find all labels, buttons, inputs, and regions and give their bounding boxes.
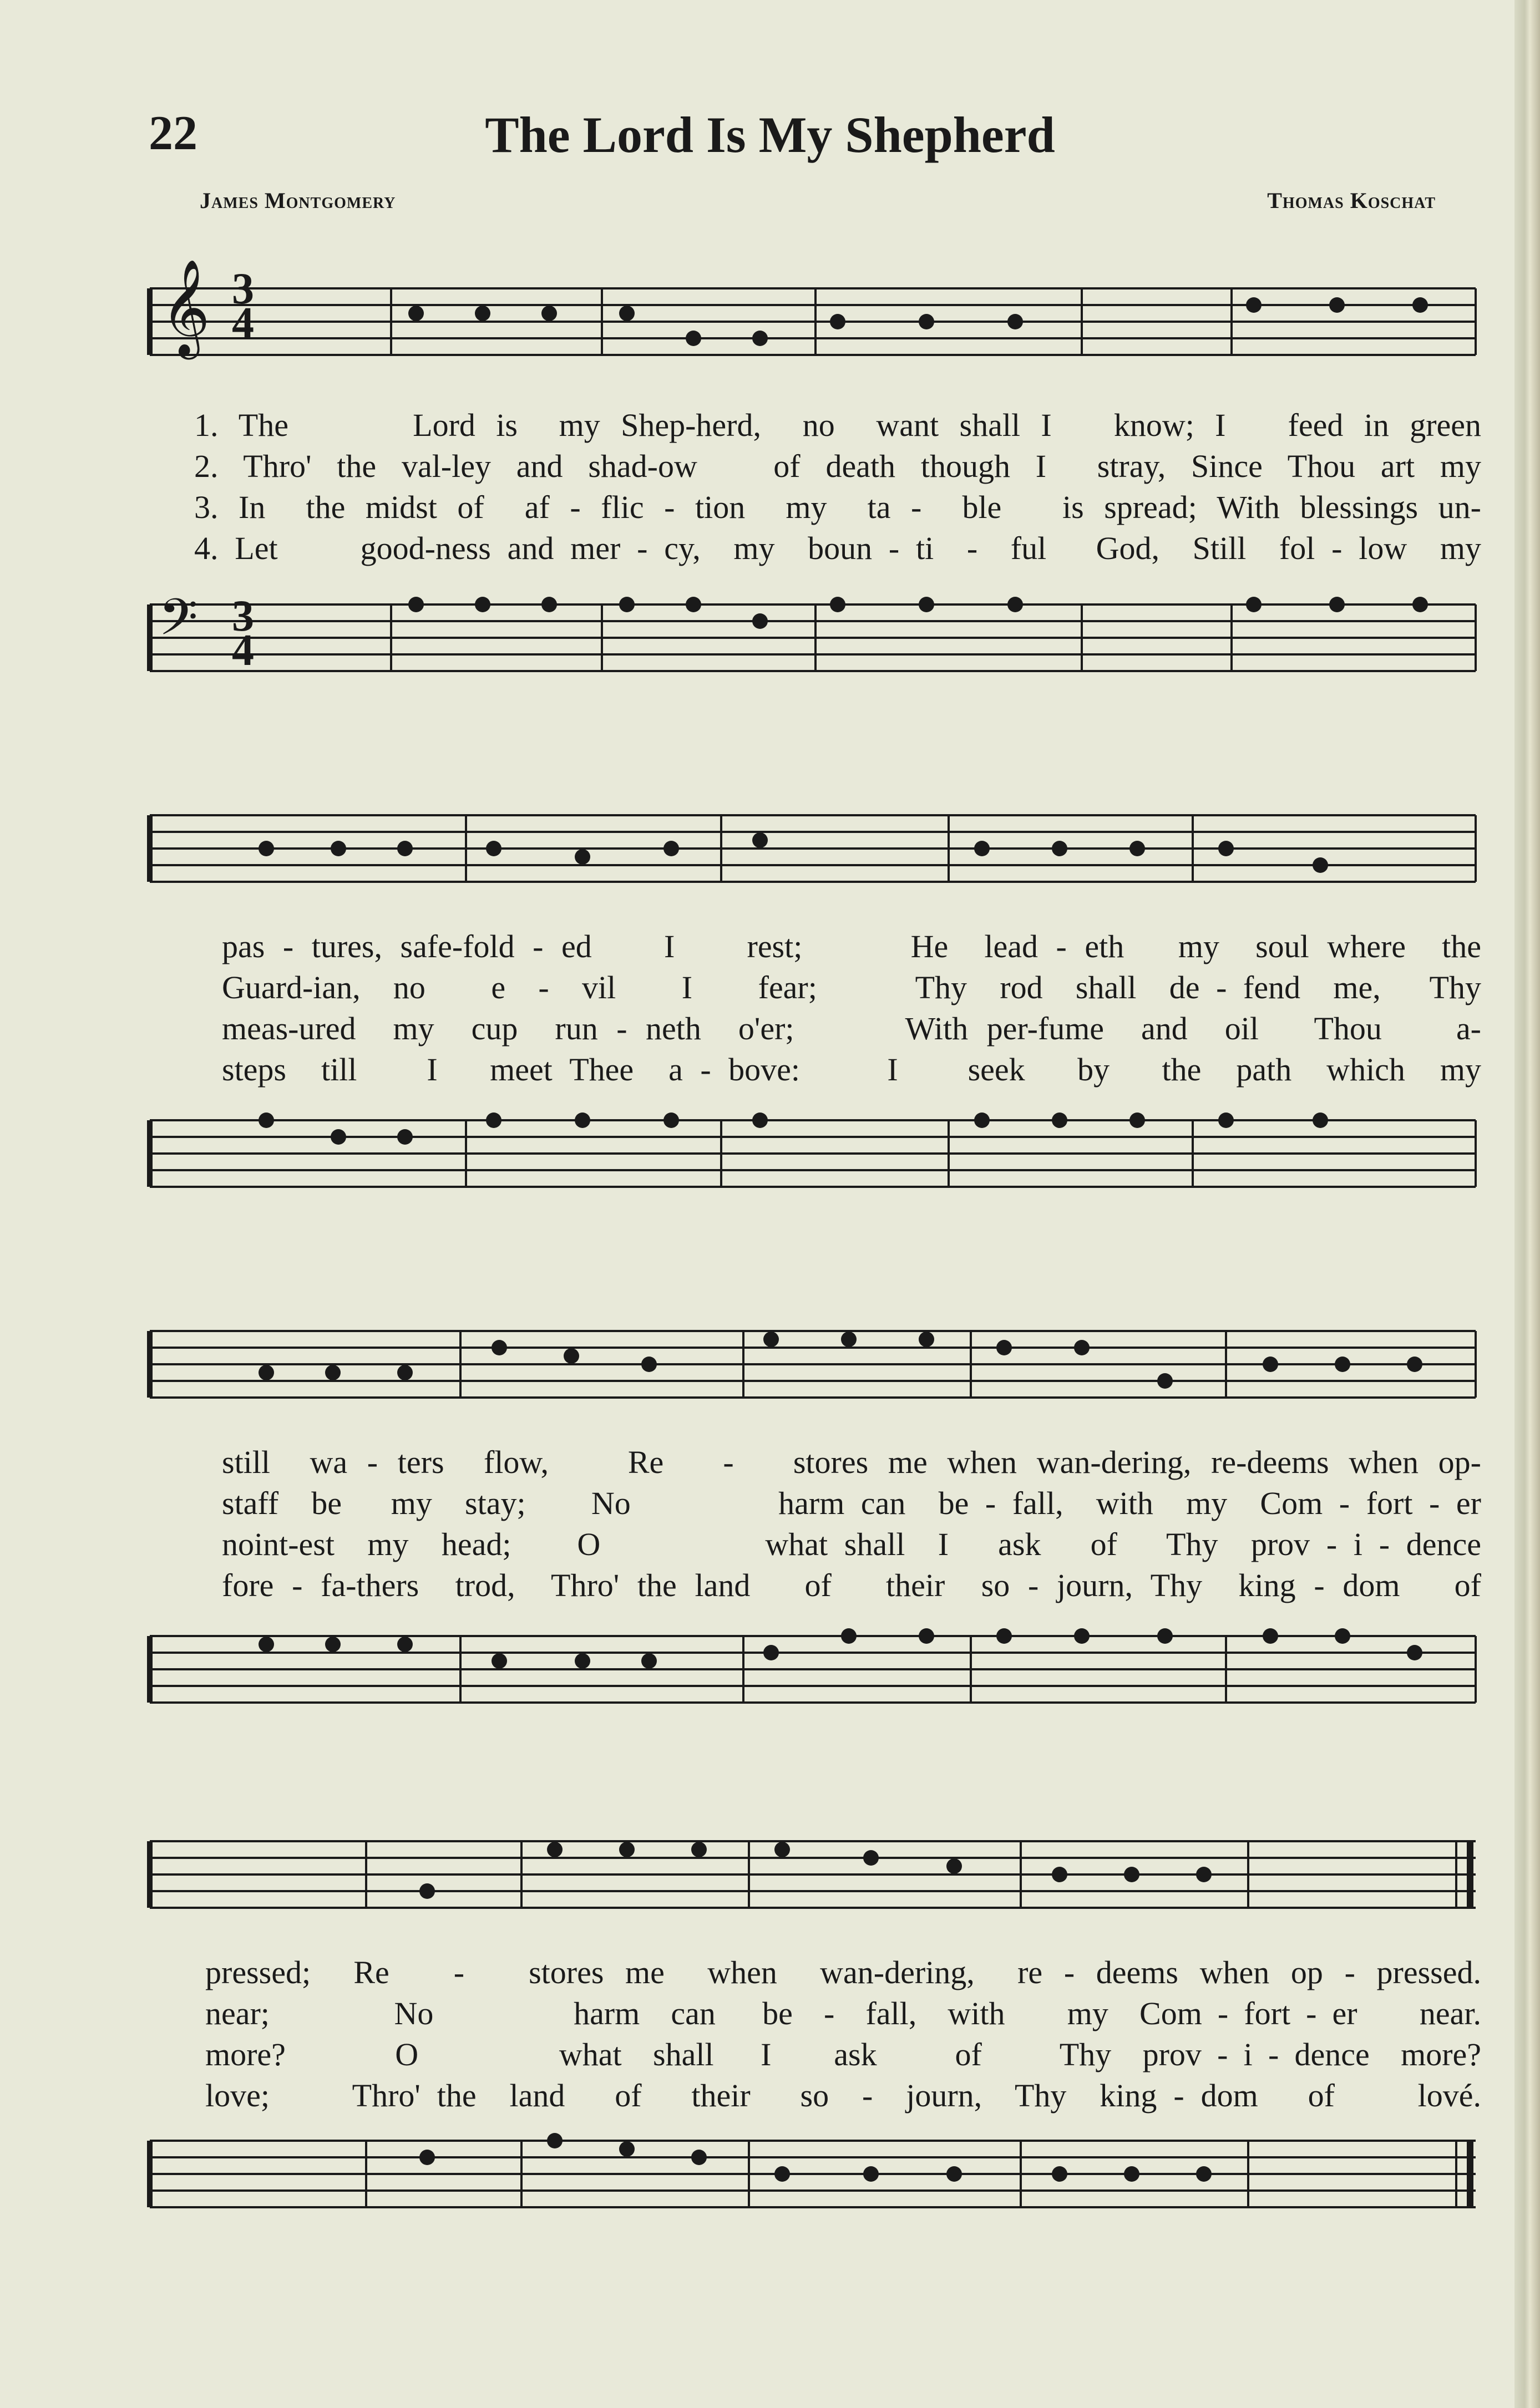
lyric-verse-2: staff be my stay; No harm can be - fall, with my Com - fort - er [222, 1485, 1481, 1521]
lyrics-system-1 [194, 405, 1481, 569]
bass-staff-2 [139, 1104, 1481, 1231]
bass-staff-3 [139, 1619, 1481, 1741]
lyric-verse-1: pressed; Re - stores me when wan-dering, re - deems when op - pressed. [205, 1954, 1481, 1990]
treble-clef-icon: 𝄞 [161, 262, 210, 354]
lyric-verse-2: Guard-ian, no e - vil I fear; Thy rod shall de - fend me, Thy [222, 969, 1481, 1005]
bass-staff-1 [139, 588, 1481, 721]
treble-staff-4 [139, 1819, 1481, 1963]
treble-staff-2 [139, 793, 1481, 937]
bass-staff-4 [139, 2124, 1481, 2218]
hymn-number: 22 [149, 106, 197, 160]
lyric-verse-4: fore - fa-thers trod, Thro' the land of their so - journ, Thy king - dom of [222, 1567, 1481, 1603]
lyric-verse-3: more? O what shall I ask of Thy prov - i - dence more? [205, 2036, 1481, 2072]
hymn-title: The Lord Is My Shepherd [485, 106, 1055, 163]
lyric-verse-3: meas-ured my cup run - neth o'er; With per-fume and oil Thou a- [222, 1010, 1481, 1046]
lyrics-system-2 [222, 926, 1481, 1090]
lyric-verse-3: noint-est my head; O what shall I ask of Thy prov - i - dence [222, 1526, 1481, 1562]
lyric-verse-3: 3. In the midst of af - flic - tion my ta - ble is spread; With blessings un- [194, 489, 1481, 525]
bass-clef-icon: 𝄢 [159, 590, 198, 658]
music-system-4 [139, 1797, 1481, 2218]
music-system-2 [139, 771, 1481, 1231]
treble-time-signature-1: 3 4 [232, 265, 254, 348]
composer-credit: Thomas Koschat [1267, 188, 1436, 213]
music-system-3 [139, 1287, 1481, 1741]
treble-staff-3 [139, 1309, 1481, 1453]
treble-staff-1 [139, 266, 1481, 416]
lyric-verse-4: 4. Let good-ness and mer - cy, my boun - ti - ful God, Still fol - low my [194, 530, 1481, 566]
page-edge [1514, 0, 1540, 2408]
bass-time-signature-1: 3 4 [232, 592, 254, 675]
lyric-verse-1: still wa - ters flow, Re - stores me when wan-dering, re-deems when op- [222, 1444, 1481, 1480]
lyrics-system-4 [205, 1952, 1481, 2116]
music-system-1 [139, 244, 1481, 721]
lyric-verse-2: near; No harm can be - fall, with my Com - fort - er near. [205, 1995, 1481, 2031]
lyric-verse-4: love; Thro' the land of their so - journ, Thy king - dom of lové. [205, 2077, 1481, 2114]
lyric-verse-1: 1. The Lord is my Shep-herd, no want shall I know; I feed in green [194, 407, 1481, 443]
lyricist-credit: James Montgomery [200, 188, 396, 213]
lyric-verse-4: steps till I meet Thee a - bove: I seek by the path which my [222, 1051, 1481, 1088]
lyrics-system-3 [222, 1442, 1481, 1606]
lyric-verse-1: pas - tures, safe-fold - ed I rest; He lead - eth my soul where the [222, 928, 1481, 964]
lyric-verse-2: 2. Thro' the val-ley and shad-ow of death though I stray, Since Thou art my [194, 448, 1481, 484]
